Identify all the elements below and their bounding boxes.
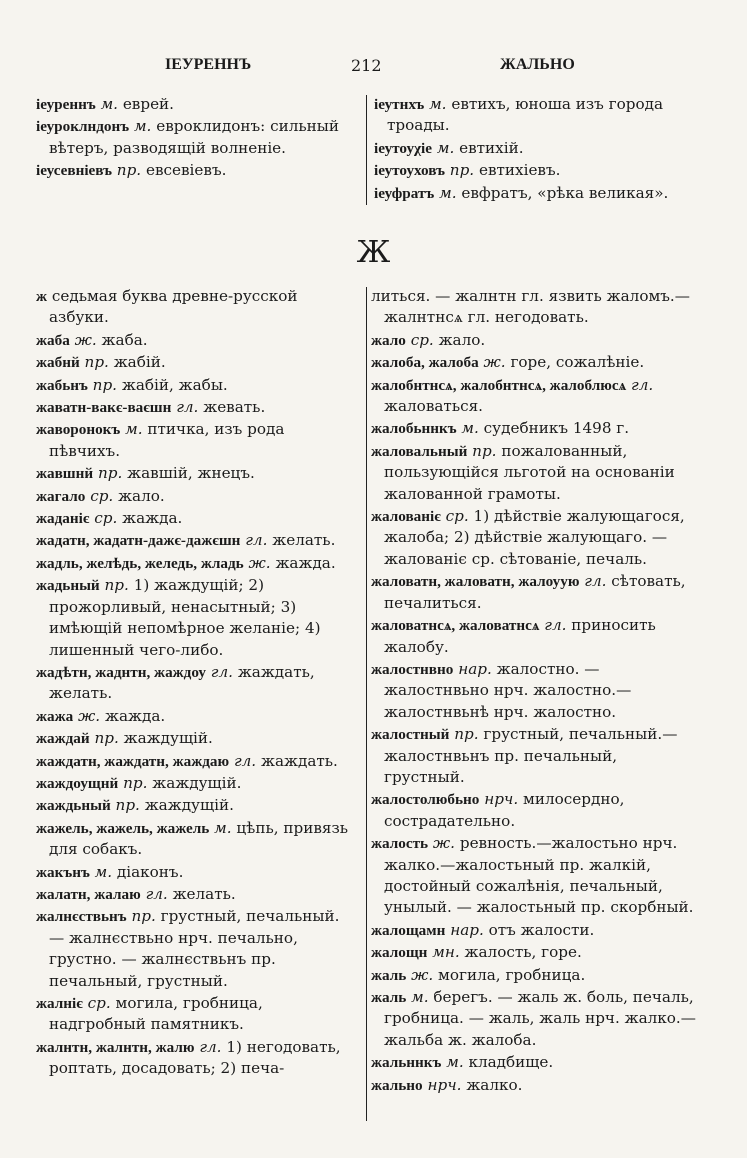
entry-definition: кладбище. <box>468 1053 554 1072</box>
entry-definition: жаждущій. <box>152 773 242 792</box>
entry-definition: жало. <box>438 330 486 349</box>
entry-headword: іеутоуховъ <box>374 162 445 180</box>
column-divider-main <box>366 287 367 1121</box>
entry-grammar: пр. <box>123 773 148 792</box>
entry-definition: литься. — жалнтн гл. язвить жаломъ.—жалнтнсѧ гл. негодовать. <box>371 287 690 327</box>
entry-grammar: пр. <box>104 576 129 595</box>
entry-grammar: пр. <box>449 161 475 180</box>
entry-grammar: мн. <box>432 943 460 962</box>
entry-definition: жажда. <box>104 706 166 725</box>
entry-headword: іеутоуχіе <box>374 139 433 157</box>
entry-grammar: пр. <box>472 441 497 460</box>
dictionary-entry <box>371 286 701 329</box>
column-divider-top <box>366 95 367 205</box>
entry-grammar: ср. <box>94 509 118 528</box>
dictionary-entry <box>36 773 359 794</box>
dictionary-entry <box>36 463 359 484</box>
header-right-word: ЖАЛЬНО <box>500 56 575 73</box>
dictionary-entry <box>36 862 359 883</box>
entry-headword: жально <box>371 1076 423 1094</box>
dictionary-entry <box>374 183 701 204</box>
entry-headword: жаждай <box>36 730 90 748</box>
main-right-column <box>371 286 701 1097</box>
entry-definition: 1) жаждущій; 2) прожорливый, ненасытный; 3) имѣющій непомѣрное желаніе; 4) лишенный чего-либо. <box>49 576 321 659</box>
dictionary-entry <box>371 352 701 373</box>
entry-definition: жалость, горе. <box>464 943 582 962</box>
entry-grammar: м. <box>100 95 118 113</box>
entry-definition: жалостно. — жалостнвьно нрч. жалостно.—жалостнвьнѣ нрч. жалостно. <box>384 659 632 721</box>
entry-headword: жалощн <box>371 944 428 962</box>
entry-grammar: м. <box>133 117 152 136</box>
dictionary-entry <box>36 530 359 551</box>
dictionary-entry <box>36 486 359 507</box>
entry-headword: жаждьный <box>36 797 111 815</box>
entry-grammar: ж. <box>483 353 506 372</box>
dictionary-entry <box>36 1037 359 1080</box>
entry-headword: жалатн, жалаю <box>36 885 141 903</box>
entry-headword: жадатн, жадатн-дажє-дажєшн <box>36 532 241 550</box>
entry-grammar: м. <box>461 419 479 438</box>
entry-headword: жалобьннкъ <box>371 420 457 438</box>
entry-grammar: пр. <box>94 729 119 748</box>
dictionary-entry <box>371 418 701 439</box>
entry-grammar: ж. <box>78 706 101 725</box>
entry-definition: 1) дѣйствіе жалующагося, жалоба; 2) дѣйствіе жалующаго. — жалованіє ср. сѣтованіе, печаль. <box>384 507 685 568</box>
entry-grammar: пр. <box>84 353 109 372</box>
entry-headword: іеуроклндонъ <box>36 118 130 136</box>
top-left-column <box>36 94 359 183</box>
entry-grammar: гл. <box>176 398 199 417</box>
page-number: 212 <box>351 56 382 75</box>
entry-definition: могила, гробница. <box>438 965 586 984</box>
entry-headword: жаловатнсѧ, жаловатнсѧ <box>371 617 540 635</box>
dictionary-entry <box>371 330 701 351</box>
entry-headword: жалостный <box>371 726 450 744</box>
entry-definition: жажда. <box>122 509 183 528</box>
entry-headword: жальннкъ <box>371 1054 442 1072</box>
entry-headword: іеусевніевъ <box>36 162 112 180</box>
header-left-word: ІЕУРЕННЪ <box>165 56 252 73</box>
dictionary-entry <box>36 728 359 749</box>
entry-headword: жаловальный <box>371 442 468 460</box>
entry-headword: жаданіє <box>36 510 90 528</box>
entry-grammar: нар. <box>450 920 484 939</box>
entry-definition: отъ жалости. <box>488 920 595 939</box>
entry-headword: жакънъ <box>36 863 90 881</box>
entry-grammar: нар. <box>458 659 492 678</box>
dictionary-entry <box>36 397 359 418</box>
entry-grammar: гл. <box>544 616 567 635</box>
entry-definition: жавшій, жнецъ. <box>127 464 255 483</box>
entry-grammar: м. <box>214 818 232 837</box>
entry-headword: жаба <box>36 331 70 349</box>
entry-definition: милосердно, сострадательно. <box>384 790 625 830</box>
entry-definition: сѣтовать, печалиться. <box>384 572 686 612</box>
entry-headword: жаватн-вакє-ваєшн <box>36 399 172 417</box>
dictionary-entry <box>371 833 701 919</box>
dictionary-entry <box>371 375 701 418</box>
dictionary-entry <box>371 571 701 614</box>
entry-headword: жаждатн, жаждатн, жаждаю <box>36 752 230 770</box>
dictionary-entry <box>36 419 359 462</box>
dictionary-entry <box>36 751 359 772</box>
dictionary-entry <box>371 965 701 986</box>
entry-headword: жалостнвно <box>371 660 454 678</box>
entry-grammar: нрч. <box>427 1075 462 1094</box>
entry-headword: іеуреннъ <box>36 96 96 113</box>
entry-definition: евсевіевъ. <box>145 161 227 180</box>
entry-grammar: м. <box>125 420 143 439</box>
entry-grammar: ж. <box>248 553 271 572</box>
entry-definition: жаждущій. <box>144 796 234 815</box>
entry-headword: жаловатн, жаловатн, жалоуую <box>371 573 580 591</box>
dictionary-entry <box>36 795 359 816</box>
dictionary-entry <box>36 116 359 159</box>
entry-definition: берегъ. — жаль ж. боль, печаль, гробница. — жаль, жаль нрч. жалко.—жальба ж. жалоба. <box>384 988 696 1049</box>
dictionary-entry <box>36 662 359 705</box>
page-header <box>0 56 747 80</box>
dictionary-entry <box>371 789 701 832</box>
dictionary-entry <box>374 138 701 159</box>
dictionary-entry <box>36 818 359 861</box>
entry-definition: ревность.—жалостьно нрч. жалко.—жалостьный пр. жалкій, достойный сожалѣнія, печальный, унылый. — жалостьный пр. скорбный. <box>384 834 694 917</box>
entry-grammar: ж. <box>432 834 456 853</box>
entry-headword: жабнй <box>36 354 80 372</box>
entry-headword: жаль <box>371 989 407 1006</box>
entry-definition: грустный, печальный.—жалостнвьнъ пр. печальный, грустный. <box>384 725 678 786</box>
entry-headword: жаворонокъ <box>36 421 121 439</box>
dictionary-entry <box>36 286 359 329</box>
entry-grammar: ж. <box>411 965 434 984</box>
entry-grammar: ср. <box>90 486 114 505</box>
entry-grammar: гл. <box>233 751 257 770</box>
entry-definition: 1) негодовать, роптать, досадовать; 2) печа- <box>49 1037 341 1078</box>
entry-headword: жабьнъ <box>36 376 88 394</box>
dictionary-entry <box>371 942 701 963</box>
entry-definition: птичка, изъ рода пѣвчихъ. <box>49 420 285 460</box>
dictionary-entry <box>36 375 359 396</box>
entry-definition: могила, гробница, надгробный памятникъ. <box>49 994 263 1034</box>
entry-definition: жевать. <box>203 398 266 417</box>
entry-grammar: пр. <box>92 375 118 394</box>
entry-definition: желать. <box>172 884 236 903</box>
entry-definition: жаждать. <box>260 751 338 770</box>
entry-grammar: пр. <box>116 161 142 180</box>
entry-grammar: нрч. <box>484 790 519 809</box>
entry-definition: желать. <box>272 531 336 550</box>
dictionary-entry <box>36 330 359 351</box>
entry-grammar: м. <box>429 95 447 113</box>
entry-definition: жаловаться. <box>384 397 484 416</box>
entry-headword: жалніє <box>36 995 83 1012</box>
entry-grammar: гл. <box>631 375 654 394</box>
letter-heading: Ж <box>356 235 391 270</box>
entry-headword: жагало <box>36 487 86 505</box>
dictionary-entry <box>371 441 701 505</box>
entry-definition: еврей. <box>122 95 175 113</box>
dictionary-entry <box>371 615 701 658</box>
entry-grammar: м. <box>446 1053 464 1072</box>
entry-definition: евтихіевъ. <box>478 161 561 180</box>
entry-definition: горе, сожалѣніе. <box>510 353 645 372</box>
dictionary-entry <box>36 906 359 992</box>
entry-definition: жало. <box>118 486 165 505</box>
entry-grammar: гл. <box>584 572 607 591</box>
entry-definition: евфратъ, «рѣка великая». <box>461 183 669 202</box>
entry-definition: седьмая буква древне-русской азбуки. <box>49 287 298 327</box>
dictionary-entry <box>36 94 359 115</box>
entry-headword: жалнтн, жалнтн, жалю <box>36 1038 195 1056</box>
entry-grammar: ср. <box>87 994 111 1012</box>
entry-headword: жалованіє <box>371 508 441 526</box>
entry-grammar: м. <box>411 988 429 1006</box>
entry-definition: жаждущій. <box>123 729 213 748</box>
entry-definition: евроклидонъ: сильный вѣтеръ, разводящій волненіе. <box>49 117 339 157</box>
entry-headword: жадѣтн, жаднтн, жаждоу <box>36 663 206 681</box>
entry-definition: евтихъ, юноша изъ города троады. <box>387 95 664 135</box>
entry-grammar: м. <box>94 862 113 881</box>
dictionary-entry <box>371 1052 701 1073</box>
entry-definition: жалко. <box>466 1075 523 1094</box>
entry-grammar: пр. <box>454 725 479 744</box>
entry-definition: пожалованный, пользующійся льготой на основаніи жалованной грамоты. <box>384 441 675 503</box>
entry-definition: судебникъ 1498 г. <box>483 419 630 438</box>
entry-headword: жажа <box>36 707 74 725</box>
entry-headword: жалнєствьнъ <box>36 908 127 926</box>
entry-headword: іеуфратъ <box>374 184 435 202</box>
entry-definition: жаждать, желать. <box>49 662 315 703</box>
entry-grammar: ср. <box>410 330 434 349</box>
entry-headword: жалость <box>371 835 429 853</box>
entry-grammar: гл. <box>210 662 233 681</box>
dictionary-entry <box>36 884 359 905</box>
entry-headword: жалостолюбьно <box>371 791 480 809</box>
dictionary-entry <box>371 506 701 570</box>
entry-grammar: пр. <box>97 464 123 483</box>
main-left-column <box>36 286 359 1081</box>
entry-definition: жабій. <box>113 353 166 372</box>
dictionary-entry <box>371 987 701 1051</box>
entry-definition: жажда. <box>275 553 336 572</box>
dictionary-entry <box>371 920 701 941</box>
entry-grammar: м. <box>436 138 455 157</box>
entry-headword: жалоба, жалоба <box>371 354 479 372</box>
dictionary-entry <box>36 553 359 574</box>
dictionary-entry <box>36 352 359 373</box>
entry-definition: жаба. <box>101 330 148 349</box>
dictionary-entry <box>371 1075 701 1096</box>
entry-headword: жаль <box>371 966 407 984</box>
entry-grammar: пр. <box>115 796 140 815</box>
entry-headword: жажель, жажель, жажель <box>36 819 210 837</box>
entry-headword: іеутнхъ <box>374 96 425 113</box>
entry-definition: жабій, жабы. <box>121 375 228 394</box>
dictionary-entry <box>36 508 359 529</box>
entry-grammar: ж. <box>74 330 97 349</box>
entry-grammar: пр. <box>131 907 156 926</box>
dictionary-entry <box>36 575 359 661</box>
entry-definition: евтихій. <box>459 138 524 157</box>
entry-headword: жадль, желѣдь, желедь, жладь <box>36 554 244 572</box>
dictionary-entry <box>374 160 701 181</box>
entry-headword: жадьный <box>36 577 100 595</box>
entry-grammar: ср. <box>445 507 469 526</box>
dictionary-entry <box>36 160 359 181</box>
entry-grammar: гл. <box>245 531 268 550</box>
entry-grammar: гл. <box>145 884 168 903</box>
entry-definition: грустный, печальный. — жалнєствьно нрч. печально, грустно. — жалнєствьнъ пр. печальный, грустный. <box>49 907 340 990</box>
entry-definition: цѣпь, привязь для собакъ. <box>49 818 349 859</box>
dictionary-entry <box>36 993 359 1036</box>
entry-definition: діаконъ. <box>116 862 184 881</box>
entry-grammar: гл. <box>199 1037 222 1056</box>
entry-headword: ж <box>36 288 48 305</box>
entry-headword: жало <box>371 331 406 349</box>
entry-headword: жаждоущнй <box>36 774 119 792</box>
dictionary-entry <box>374 94 701 137</box>
top-right-column <box>374 94 701 205</box>
dictionary-entry <box>371 659 701 723</box>
entry-grammar: м. <box>439 183 457 202</box>
dictionary-entry <box>36 706 359 727</box>
dictionary-entry <box>371 724 701 788</box>
entry-headword: жалобнтнсѧ, жалобнтнсѧ, жалоблюсѧ <box>371 376 627 394</box>
entry-headword: жавшнй <box>36 465 94 483</box>
entry-definition: приносить жалобу. <box>384 616 656 656</box>
entry-headword: жалощамн <box>371 921 446 939</box>
